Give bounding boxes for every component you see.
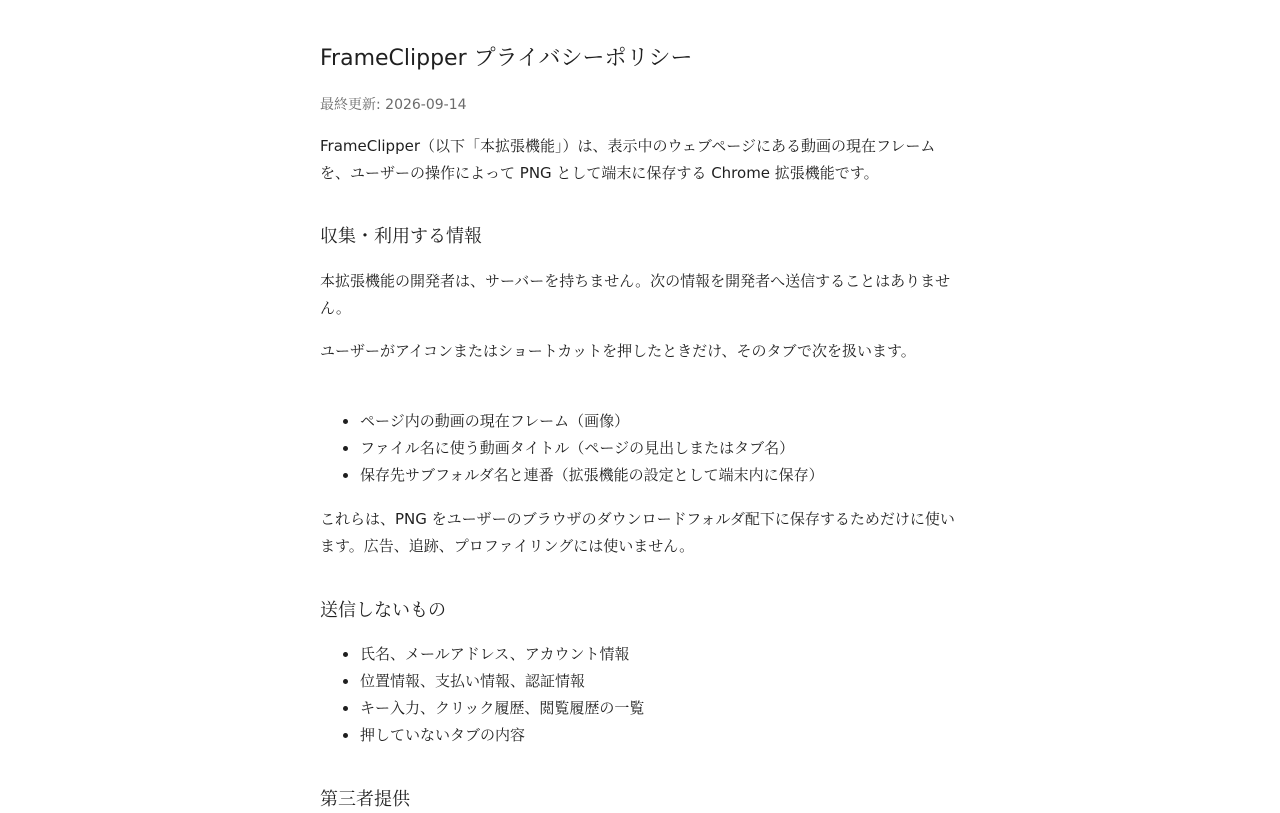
list-item: ファイル名に使う動画タイトル（ページの見出しまたはタブ名） <box>360 435 960 462</box>
section-heading-collected-info: 収集・利用する情報 <box>320 226 482 247</box>
list-item: 保存先サブフォルダ名と連番（拡張機能の設定として端末内に保存） <box>360 462 960 489</box>
handled-data-list <box>320 408 960 489</box>
section-heading-third-party: 第三者提供 <box>320 789 410 810</box>
not-sent-list <box>320 641 960 749</box>
last-updated-date: 最終更新: 2026-09-14 <box>320 97 467 113</box>
no-server-paragraph: 本拡張機能の開発者は、サーバーを持ちません。次の情報を開発者へ送信することはありません。 <box>320 272 951 317</box>
list-item: キー入力、クリック履歴、閲覧履歴の一覧 <box>360 695 960 722</box>
list-item: 位置情報、支払い情報、認証情報 <box>360 668 960 695</box>
list-item: 氏名、メールアドレス、アカウント情報 <box>360 641 960 668</box>
intro-paragraph: FrameClipper（以下「本拡張機能」）は、表示中のウェブページにある動画の現在フレームを、ユーザーの操作によって PNG として端末に保存する Chrome 拡張機能です。 <box>320 137 936 182</box>
usage-paragraph: ユーザーがアイコンまたはショートカットを押したときだけ、そのタブで次を扱います。 <box>320 342 916 360</box>
list-item: ページ内の動画の現在フレーム（画像） <box>360 408 960 435</box>
page-title: FrameClipper プライバシーポリシー <box>320 46 693 71</box>
section-heading-not-sent: 送信しないもの <box>320 600 446 621</box>
list-item: 押していないタブの内容 <box>360 722 960 749</box>
purpose-paragraph: これらは、PNG をユーザーのブラウザのダウンロードフォルダ配下に保存するためだけに使います。広告、追跡、プロファイリングには使いません。 <box>320 510 955 555</box>
